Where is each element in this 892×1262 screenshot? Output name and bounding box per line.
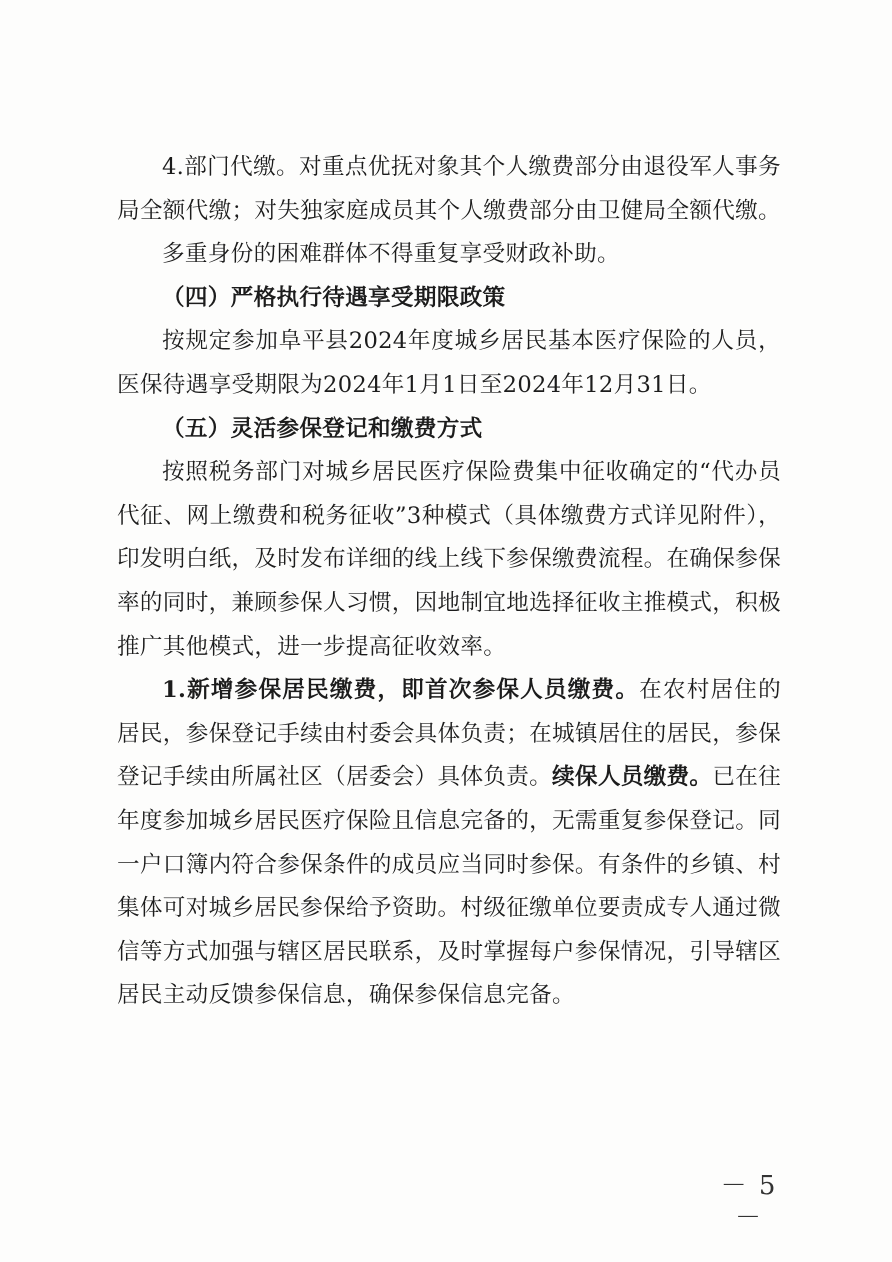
document-body xyxy=(117,146,781,1018)
new-enrollment-text: 在农村居住的居民，参保登记手续由村委会具体负责；在城镇居住的居民，参保登记手续由所属社区（居委会）具体负责。 xyxy=(117,677,781,791)
paragraph-no-duplicate-subsidy: 多重身份的困难群体不得重复享受财政补助。 xyxy=(162,241,620,268)
page-number: － 5 － xyxy=(720,1171,778,1233)
section-heading-four: （四）严格执行待遇享受期限政策 xyxy=(162,284,506,311)
renewal-text: 已在往年度参加城乡居民医疗保险且信息完备的，无需重复参保登记。同一户口簿内符合参保条件的成员应当同时参保。有条件的乡镇、村集体可对城乡居民参保给予资助。村级征缴单位要责成专人通过微信等方式加强与辖区居民联系，及时掌握每户参保情况，引导辖区居民主动反馈参保信息，确保参保信息完备。 xyxy=(117,764,781,1009)
paragraph-department-payment: 4.部门代缴。对重点优抚对象其个人缴费部分由退役军人事务局全额代缴；对失独家庭成员其个人缴费部分由卫健局全额代缴。 xyxy=(117,154,781,224)
renewal-lead: 续保人员缴费。 xyxy=(552,764,713,791)
paragraph-benefit-period: 按规定参加阜平县2024年度城乡居民基本医疗保险的人员，医保待遇享受期限为2024年1月1日至2024年12月31日。 xyxy=(117,328,781,398)
paragraph-payment-modes: 按照税务部门对城乡居民医疗保险费集中征收确定的“代办员代征、网上缴费和税务征收”3种模式（具体缴费方式详见附件），印发明白纸，及时发布详细的线上线下参保缴费流程。在确保参保率的同时，兼顾参保人习惯，因地制宜地选择征收主推模式，积极推广其他模式，进一步提高征收效率。 xyxy=(117,459,781,660)
section-heading-five: （五）灵活参保登记和缴费方式 xyxy=(162,415,483,442)
new-enrollment-lead: 1.新增参保居民缴费，即首次参保人员缴费。 xyxy=(162,677,640,704)
paragraph-new-enrollment xyxy=(117,669,781,1018)
